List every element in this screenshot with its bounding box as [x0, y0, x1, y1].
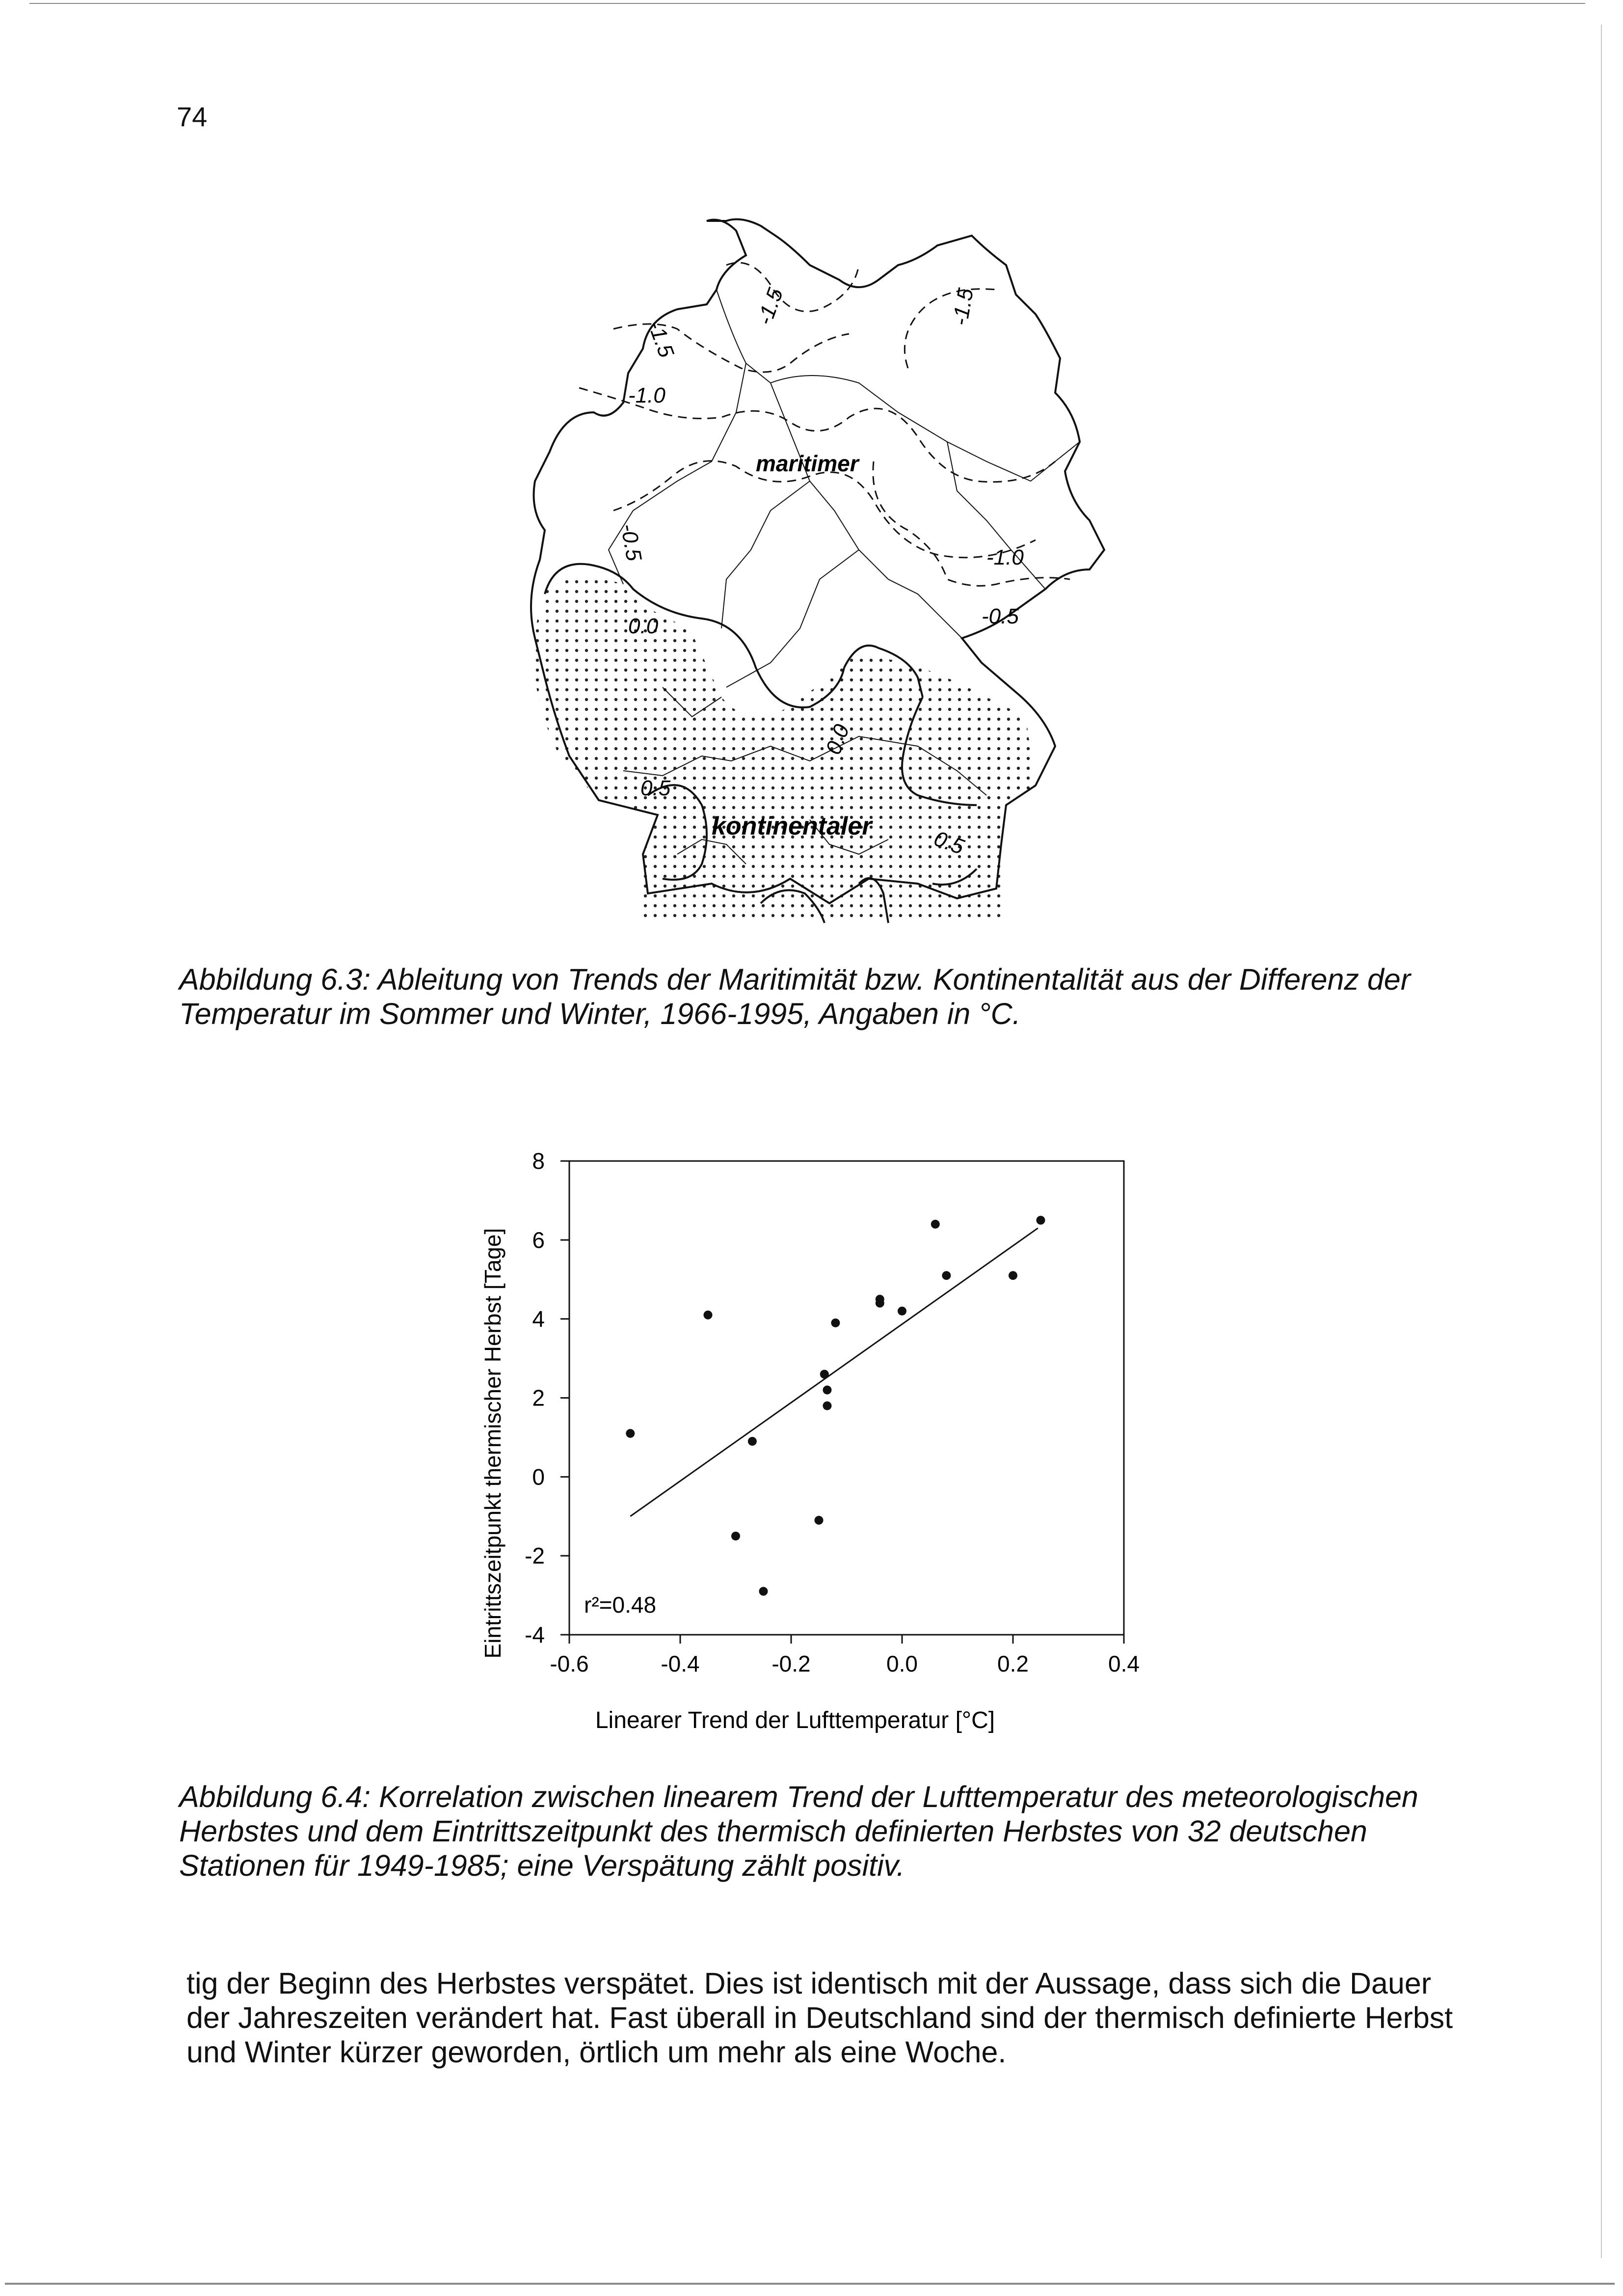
- y-tick-label: -4: [525, 1622, 545, 1648]
- r-squared-label: r²=0.48: [584, 1592, 657, 1618]
- isoline-label: 0.0: [821, 721, 854, 758]
- y-axis-title: Eintrittszeitpunkt thermischer Herbst [Tage]: [480, 1228, 506, 1659]
- x-tick-label: 0.4: [1108, 1651, 1140, 1676]
- isoline-label: -1.0: [628, 383, 665, 407]
- isoline-label: -1.5: [948, 286, 979, 327]
- maritimity-map: [515, 206, 1148, 943]
- y-tick-label: 4: [532, 1306, 545, 1332]
- x-axis: [550, 1635, 1140, 1676]
- x-tick-label: -0.2: [772, 1651, 811, 1676]
- data-point: [704, 1311, 713, 1320]
- maritime-label: maritimer: [756, 451, 859, 476]
- isoline-label: 0.5: [931, 826, 967, 860]
- plot-frame: [569, 1161, 1124, 1635]
- data-point: [898, 1307, 906, 1316]
- scatter-chart: [442, 1129, 1178, 1743]
- y-tick-label: 8: [532, 1148, 545, 1174]
- data-point: [748, 1437, 757, 1446]
- body-paragraph: tig der Beginn des Herbstes verspätet. Dies ist identisch mit der Aussage, dass sich die Dauer der Jahreszeiten verändert hat. Fast überall in Deutschland sind der thermisch definierte Herbst und Winter kürzer geworden, örtlich um mehr als eine Woche.: [186, 1967, 1453, 2069]
- data-point: [831, 1319, 840, 1327]
- regression-line: [630, 1228, 1038, 1516]
- body-text: [186, 1966, 1472, 2069]
- x-tick-label: -0.6: [550, 1651, 589, 1676]
- isoline-label: 0.5: [640, 776, 671, 800]
- x-tick-label: -0.4: [661, 1651, 700, 1676]
- data-point: [815, 1516, 824, 1525]
- isoline-label: -0.5: [982, 604, 1019, 628]
- data-point: [823, 1402, 831, 1410]
- data-point: [1037, 1216, 1045, 1225]
- figure-6-3-caption: Abbildung 6.3: Ableitung von Trends der Maritimität bzw. Kontinentalität aus der Differenz der Temperatur im Sommer und Winter, 1966-1995, Angaben in °C.: [179, 963, 1411, 1030]
- page-number: 74: [177, 101, 208, 132]
- y-tick-label: 0: [532, 1464, 545, 1490]
- continental-label: kontinentaler: [712, 812, 872, 840]
- data-point: [626, 1429, 635, 1438]
- y-tick-label: 6: [532, 1227, 545, 1253]
- data-points: [626, 1216, 1045, 1596]
- plot-area: [569, 1161, 1124, 1635]
- x-tick-label: 0.2: [997, 1651, 1029, 1676]
- isoline-label: -1.5: [643, 317, 679, 361]
- figure-6-4-caption: Abbildung 6.4: Korrelation zwischen linearem Trend der Lufttemperatur des meteorologischen Herbstes und dem Eintrittszeitpunkt des thermisch definierten Herbstes von 32 deutschen Stationen für 1949-1985; eine Verspätung zählt positiv.: [179, 1780, 1418, 1882]
- isoline-label: -0.5: [616, 522, 646, 563]
- data-point: [876, 1299, 884, 1308]
- isoline-label: -1.5: [752, 285, 788, 328]
- y-axis: [525, 1148, 569, 1648]
- y-tick-label: -2: [525, 1543, 545, 1569]
- scan-edge-top: [29, 3, 1585, 4]
- data-point: [731, 1532, 740, 1540]
- scan-edge-bottom: [5, 2283, 1615, 2285]
- continental-region: [534, 578, 1036, 923]
- data-point: [1009, 1271, 1017, 1280]
- data-point: [931, 1220, 940, 1229]
- isoline-label: 0.0: [628, 614, 659, 638]
- data-point: [759, 1587, 768, 1596]
- x-axis-title: Linearer Trend der Lufttemperatur [°C]: [595, 1707, 995, 1733]
- isoline-label: -1.0: [986, 545, 1024, 569]
- scan-edge-right: [1601, 25, 1602, 2258]
- data-point: [942, 1271, 951, 1280]
- data-point: [823, 1385, 831, 1394]
- dashed-isolines: [579, 263, 1070, 586]
- y-tick-label: 2: [532, 1385, 545, 1411]
- x-tick-label: 0.0: [886, 1651, 918, 1676]
